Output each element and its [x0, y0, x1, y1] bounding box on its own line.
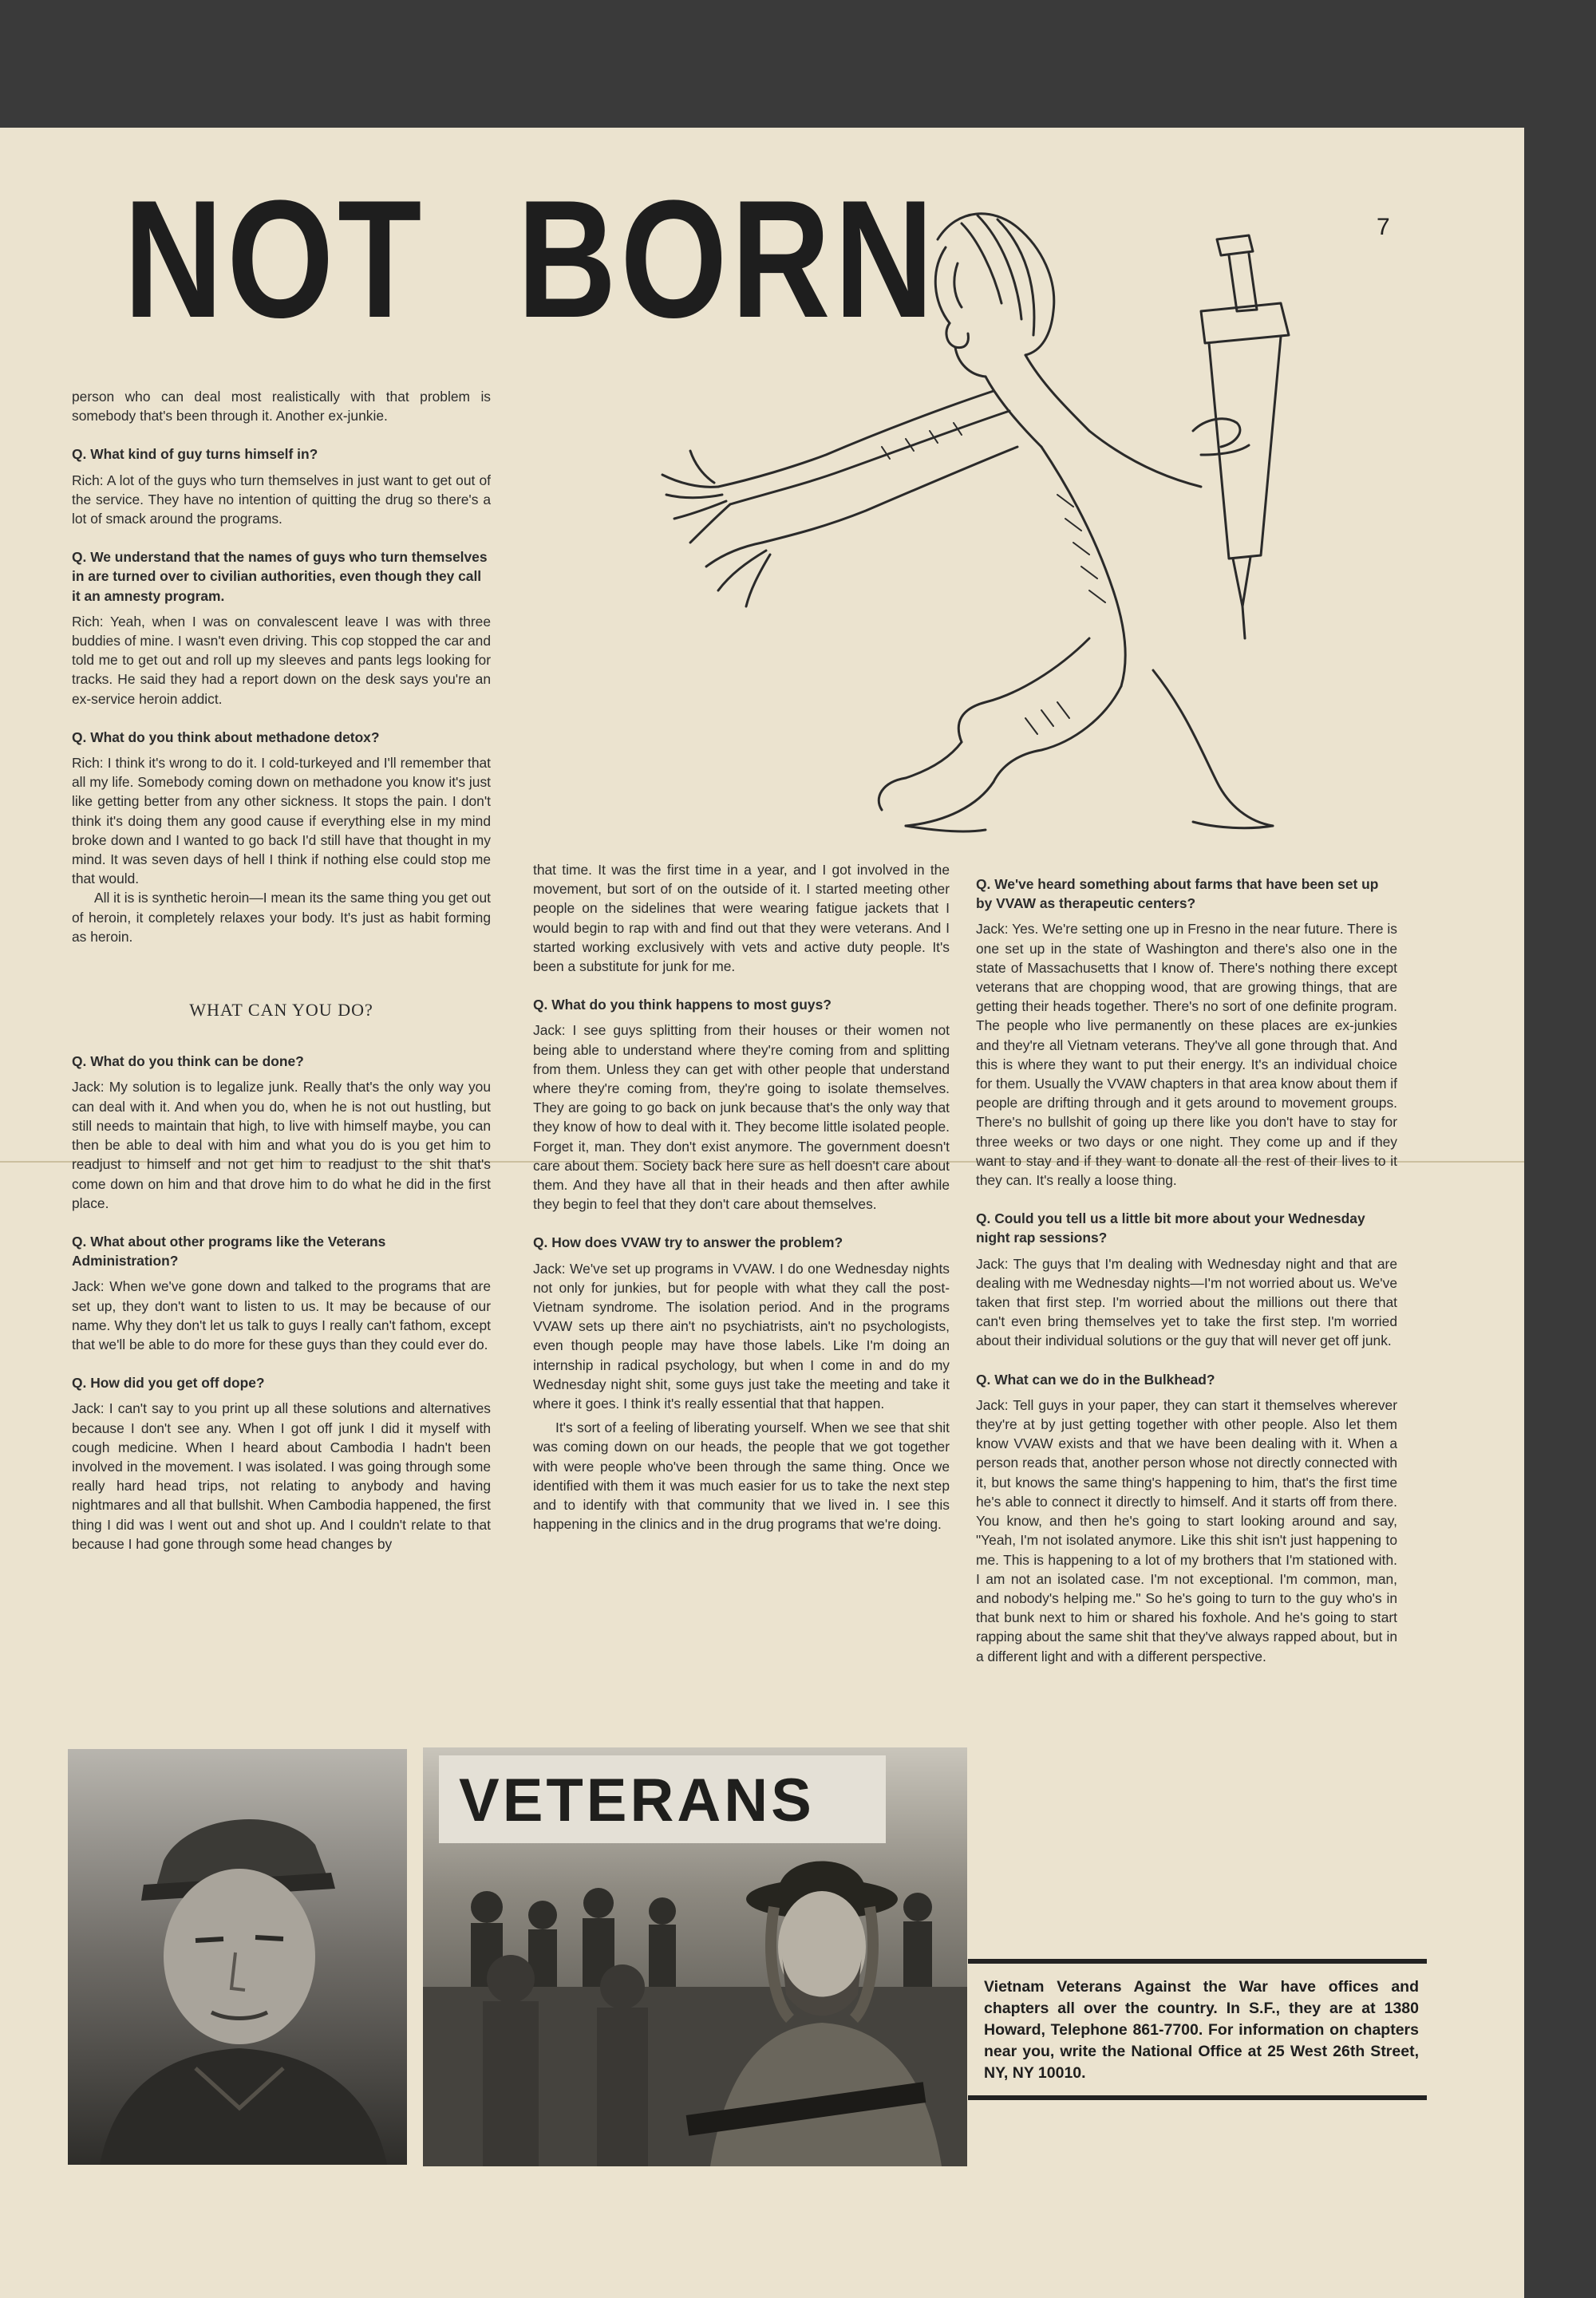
headline-word-1: NOT	[124, 165, 426, 353]
question-9: Q. We've heard something about farms that have been set up by VVAW as therapeutic centers?	[976, 876, 1379, 912]
article-column-1	[72, 387, 491, 1554]
answer-7: Jack: I see guys splitting from their houses or their women not being able to understand where they're coming from and splitting from them. Unless they can get with other people that understand where they're coming from, they're going to isolate themselves. They are going to go back on junk because that's the only way that they know of how to deal with it. They become little isolated people. Forget it, man. They don't exist anymore. The government doesn't care about them. Society back here sure as hell doesn't care about them. And they have all that in their heads and then after awhile they begin to feel that they don't care about themselves.	[533, 1022, 950, 1213]
question-6: Q. How did you get off dope?	[72, 1375, 265, 1392]
answer-6: Jack: I can't say to you print up all these solutions and alternatives because I don't see any. When I got off junk I did it myself with cough medicine. When I heard about Cambodia I hadn't been involved in the movement. I was isolated. I was going through some really hard head trips, not relating to anybody and having nightmares and all that bullshit. When Cambodia happened, the first thing I did was I went out and shot up. And I couldn't relate to that because I had gone through some head changes by	[72, 1400, 491, 1552]
junkie-syringe-illustration	[642, 192, 1424, 838]
question-11: Q. What can we do in the Bulkhead?	[976, 1371, 1215, 1388]
page-number: 7	[1377, 214, 1390, 240]
question-4: Q. What do you think can be done?	[72, 1053, 304, 1070]
question-5: Q. What about other programs like the Veterans Administration?	[72, 1233, 386, 1269]
answer-4: Jack: My solution is to legalize junk. Really that's the only way you can deal with it. And when you do, when he is not out hustling, but still needs to maintain that high, to live with himself maybe, you can then be able to deal with him and what you do is you get him to readjust to himself and not get him to readjust to the shit that's come down on him and that drove him to do what he did in the first place.	[72, 1079, 491, 1211]
column-2-lead-text: that time. It was the first time in a year, and I got involved in the movement, but sort of on the outside of it. I started meeting other people on the sidelines that were wearing fatigue jackets that I would begin to rap with and find out that they were veterans. And I started working exclusively with vets and active duty people. It's been a substitute for junk for me.	[533, 862, 950, 975]
answer-8: Jack: We've set up programs in VVAW. I do one Wednesday nights not only for junkies, but for people with what they call the post-Vietnam syndrome. The isolation period. And in the programs VVAW sets up there ain't no psychiatrists, ain't no psychologists, even though people may have those labels. Like I'm doing an internship in radical psychology, but when I come in and do my Wednesday night shit, some guys just take the meeting and take it where it goes. I think it's really essential that that happen.	[533, 1260, 950, 1412]
column-1-lead-text: person who can deal most realistically with that problem is somebody that's been through it. Another ex-junkie.	[72, 389, 491, 424]
answer-2: Rich: Yeah, when I was on convalescent leave I was with three buddies of mine. I wasn't even driving. This cop stopped the car and told me to get out and roll up my sleeves and pants legs looking for tracks. He said they had a report down on the desk says you're an ex-service heroin addict.	[72, 613, 491, 707]
question-10: Q. Could you tell us a little bit more about your Wednesday night rap sessions?	[976, 1210, 1365, 1246]
answer-8-continued: It's sort of a feeling of liberating yourself. When we see that shit was coming down on our heads, the people that we got together with were people who've been through the same thing. Once we identified with them it was much easier for us to take the next step and to identify with that community that we lived in. I see this happening in the clinics and in the drug programs that we're doing.	[533, 1419, 950, 1533]
question-7: Q. What do you think happens to most guys?	[533, 997, 832, 1013]
answer-3: Rich: I think it's wrong to do it. I cold-turkeyed and I'll remember that all my life. Somebody coming down on methadone you know it's just like getting better from any other sickness. It stops the pain. I don't think it's doing them any good cause if everything else in my mind broke down and I wanted to go back I'd still have that thought in my mind. It was seven days of hell I think if nothing else could stop me that would.	[72, 755, 491, 887]
scan-background-right	[1520, 0, 1596, 2298]
answer-10: Jack: The guys that I'm dealing with Wednesday night and that are dealing with me Wednesday nights—I'm not worried about us. We've taken that first step. I'm worried about the millions out there that can't even bring themselves yet to take the first step. I'm worried about their individual solutions or the guy that will never get off junk.	[976, 1255, 1397, 1349]
answer-5: Jack: When we've gone down and talked to the programs that are set up, they don't want to listen to us. It may be because of our name. Why they don't let us talk to guys I really can't fathom, except that we'll be able to do more for these guys than they could ever do.	[72, 1278, 491, 1352]
answer-1: Rich: A lot of the guys who turn themselves in just want to get out of the service. They have no intention of quitting the drug so there's a lot of smack around the programs.	[72, 472, 491, 527]
article-column-2	[533, 860, 950, 1534]
veterans-banner-text: VETERANS	[459, 1767, 815, 1834]
answer-9: Jack: Yes. We're setting one up in Fresno in the near future. There is one set up in the state of Washington and there's also one in the state of Massachusetts that I know of. There's nothing there except veterans that are chopping wood, that are growing things, that are getting their heads together. There's no sort of one definite program. The people who live permanently on these places are ex-junkies and they're all Vietnam veterans. They've all gone through that. And this is where they want to put their energy. It's an individual choice for them. Usually the VVAW chapters in that area know about them if people are drifting through and it gets around to movement groups. There's no bullshit of going up there like you don't have to stay for three weeks or two days or one night. They come up and if they want to stay and if they want to donate all the rest of their lives to it they can. It's really a loose thing.	[976, 921, 1397, 1189]
headline-word-2: BORN	[517, 165, 938, 353]
section-subhead: WHAT CAN YOU DO?	[189, 1000, 373, 1021]
answer-11: Jack: Tell guys in your paper, they can start it themselves wherever they're at by just getting together with other people. Also let them know VVAW exists and that we have been dealing with it. When a person reads that, another person whose not directly connected with it, but knows the same thing's happening to him, that's the first time he's able to connect it directly to himself. And it starts off from there. You know, and then he's going to start looking around and say, "Yeah, I'm not isolated anymore. Like this shit isn't just happening to me. This is happening to a lot of my brothers that I'm stationed with. I am not an isolated case. I'm not exceptional. I'm common, man, and nobody's helping me." So he's going to turn to the guy who's in that bunk next to him or shared his foxhole. And he's going to start rapping about the same shit that they've always rapped about, but in a different light and with a different perspective.	[976, 1396, 1397, 1664]
photo-veterans-march	[423, 1747, 967, 2166]
question-8: Q. How does VVAW try to answer the problem?	[533, 1234, 843, 1251]
photo-veteran-portrait	[68, 1749, 407, 2165]
vvaw-contact-box: Vietnam Veterans Against the War have offices and chapters all over the country. In S.F., they are at 1380 Howard, Telephone 861-7700. For information on chapters near you, write the National Office at 25 West 26th Street, NY, NY 10010.	[968, 1959, 1427, 2100]
question-3: Q. What do you think about methadone detox?	[72, 728, 380, 745]
answer-3-continued: All it is is synthetic heroin—I mean its the same thing you get out of heroin, it completely relaxes your body. It's just as habit forming as heroin.	[72, 890, 491, 945]
scan-background-top	[0, 0, 1596, 128]
article-column-3	[976, 875, 1397, 1666]
question-1: Q. What kind of guy turns himself in?	[72, 446, 318, 463]
question-2: Q. We understand that the names of guys who turn themselves in are turned over to civilian authorities, even though they call it an amnesty program.	[72, 549, 488, 604]
